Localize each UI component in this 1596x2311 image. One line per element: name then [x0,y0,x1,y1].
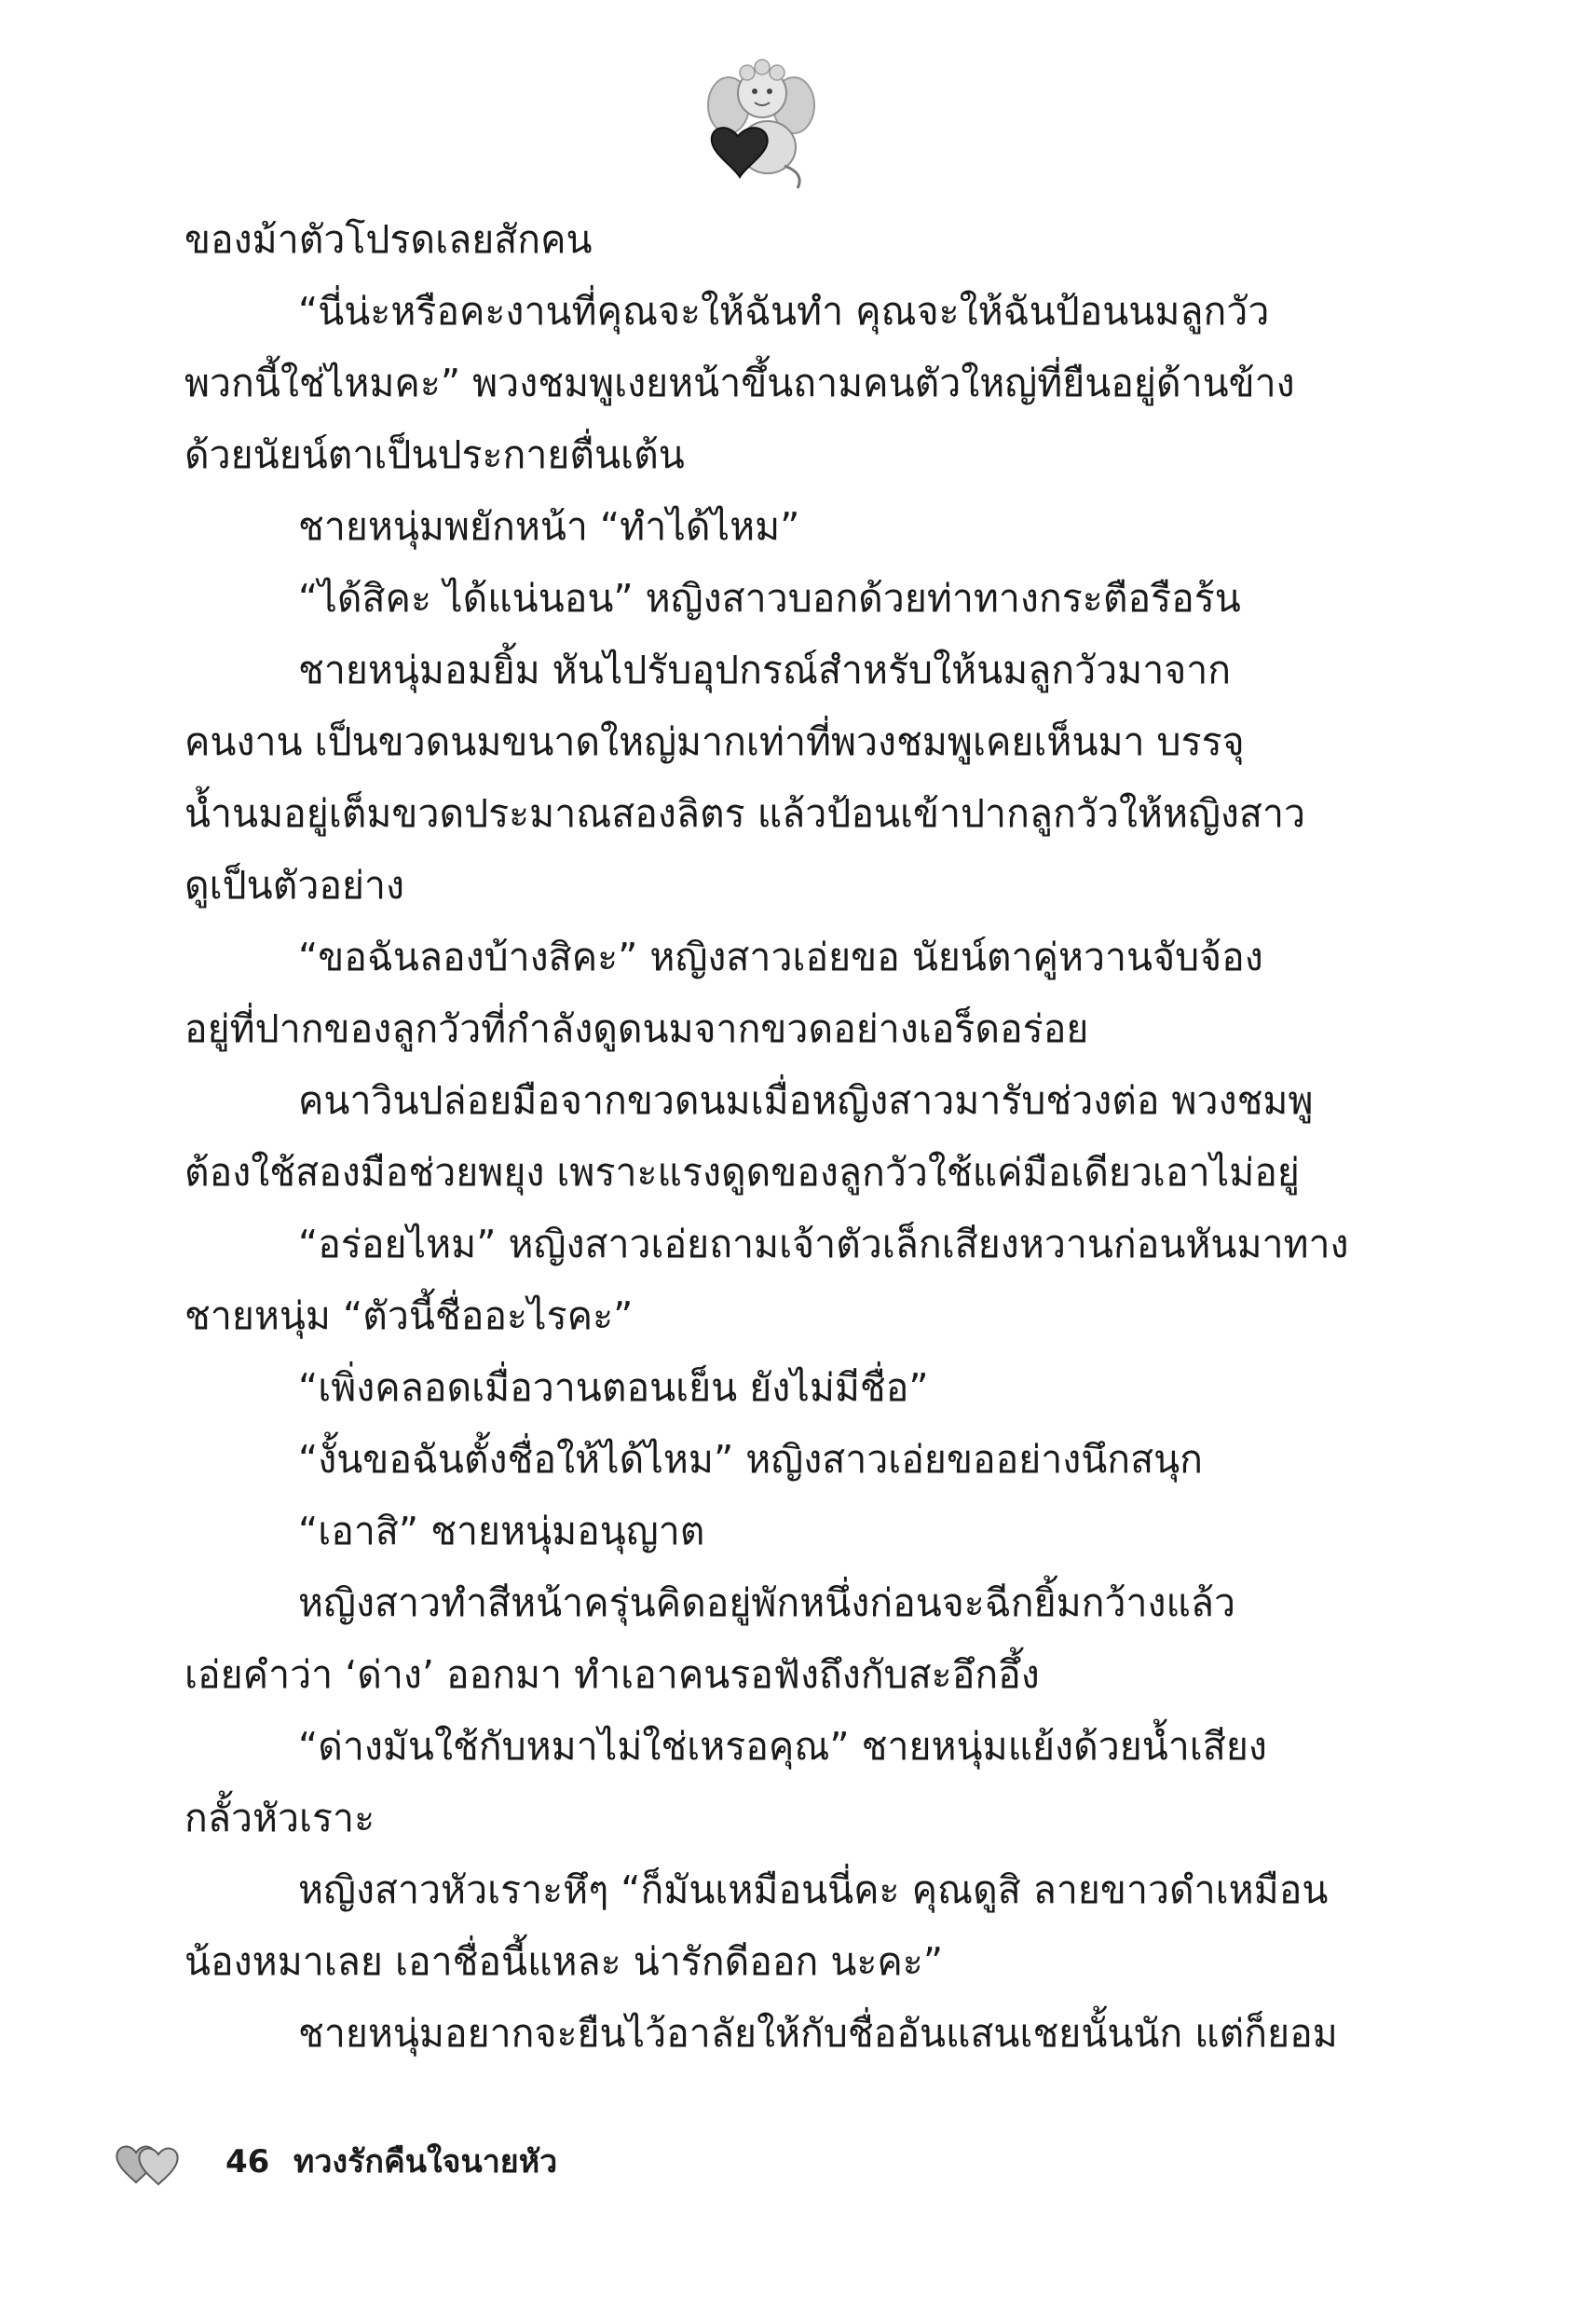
text-line: หญิงสาวหัวเราะหึๆ “ก็มันเหมือนนี่คะ คุณดูสิ ลายขาวดำเหมือน [298,1867,1329,1912]
double-heart-icon [112,2140,186,2186]
text-line: “เพิ่งคลอดเมื่อวานตอนเย็น ยังไม่มีชื่อ” [298,1365,929,1410]
text-line: อยู่ที่ปากของลูกวัวที่กำลังดูดนมจากขวดอย่างเอร็ดอร่อย [184,1006,1089,1051]
text-line: ชายหนุ่มอยากจะยืนไว้อาลัยให้กับชื่ออันแสนเชยนั้นนัก แต่ก็ยอม [298,2011,1338,2056]
page-footer [112,2134,764,2190]
book-title: ทวงรักคืนใจนายหัว [293,2143,558,2181]
text-line: หญิงสาวทำสีหน้าครุ่นคิดอยู่พักหนึ่งก่อนจะฉีกยิ้มกว้างแล้ว [298,1580,1236,1625]
text-line: ด้วยนัยน์ตาเป็นประกายตื่นเต้น [184,432,685,477]
text-line: “นี่น่ะหรือคะงานที่คุณจะให้ฉันทำ คุณจะให้ฉันป้อนนมลูกวัว [298,289,1270,334]
text-line: กลั้วหัวเราะ [184,1796,375,1840]
text-line: “งั้นขอฉันตั้งชื่อให้ได้ไหม” หญิงสาวเอ่ยขออย่างนึกสนุก [298,1437,1204,1482]
text-line: ชายหนุ่มพยักหน้า “ทำได้ไหม” [298,504,800,549]
body-text [184,207,1349,2126]
page-number: 46 [225,2143,270,2181]
text-line: พวกนี้ใช่ไหมคะ” พวงชมพูเงยหน้าขึ้นถามคนตัวใหญ่ที่ยืนอยู่ด้านข้าง [184,361,1295,405]
text-line: “อร่อยไหม” หญิงสาวเอ่ยถามเจ้าตัวเล็กเสียงหวานก่อนหันมาทาง [298,1222,1349,1266]
text-line: “ด่างมันใช้กับหมาไม่ใช่เหรอคุณ” ชายหนุ่มแย้งด้วยน้ำเสียง [298,1724,1267,1769]
text-line: ของม้าตัวโปรดเลยสักคน [184,217,593,262]
text-line: ชายหนุ่มอมยิ้ม หันไปรับอุปกรณ์สำหรับให้นมลูกวัวมาจาก [298,648,1232,692]
text-line: เอ่ยคำว่า ‘ด่าง’ ออกมา ทำเอาคนรอฟังถึงกับสะอึกอึ้ง [184,1652,1040,1697]
text-line: ชายหนุ่ม “ตัวนี้ชื่ออะไรคะ” [184,1293,634,1338]
text-line: “เอาสิ” ชายหนุ่มอนุญาต [298,1509,705,1553]
text-line: น้ำนมอยู่เต็มขวดประมาณสองลิตร แล้วป้อนเข้าปากลูกวัวให้หญิงสาว [184,791,1305,836]
text-line: “ขอฉันลองบ้างสิคะ” หญิงสาวเอ่ยขอ นัยน์ตาคู่หวานจับจ้อง [298,935,1263,979]
text-line: น้องหมาเลย เอาชื่อนี้แหละ น่ารักดีออก นะคะ” [184,1939,944,1984]
cupid-with-heart-icon [701,54,822,194]
text-line: ต้องใช้สองมือช่วยพยุง เพราะแรงดูดของลูกวัวใช้แค่มือเดียวเอาไม่อยู่ [184,1150,1300,1195]
text-line: “ได้สิคะ ได้แน่นอน” หญิงสาวบอกด้วยท่าทางกระตือรือร้น [298,576,1241,621]
text-line: คนาวินปล่อยมือจากขวดนมเมื่อหญิงสาวมารับช่วงต่อ พวงชมพู [298,1078,1314,1123]
text-line: คนงาน เป็นขวดนมขนาดใหญ่มากเท่าที่พวงชมพูเคยเห็นมา บรรจุ [184,719,1245,764]
text-line: ดูเป็นตัวอย่าง [184,863,405,908]
